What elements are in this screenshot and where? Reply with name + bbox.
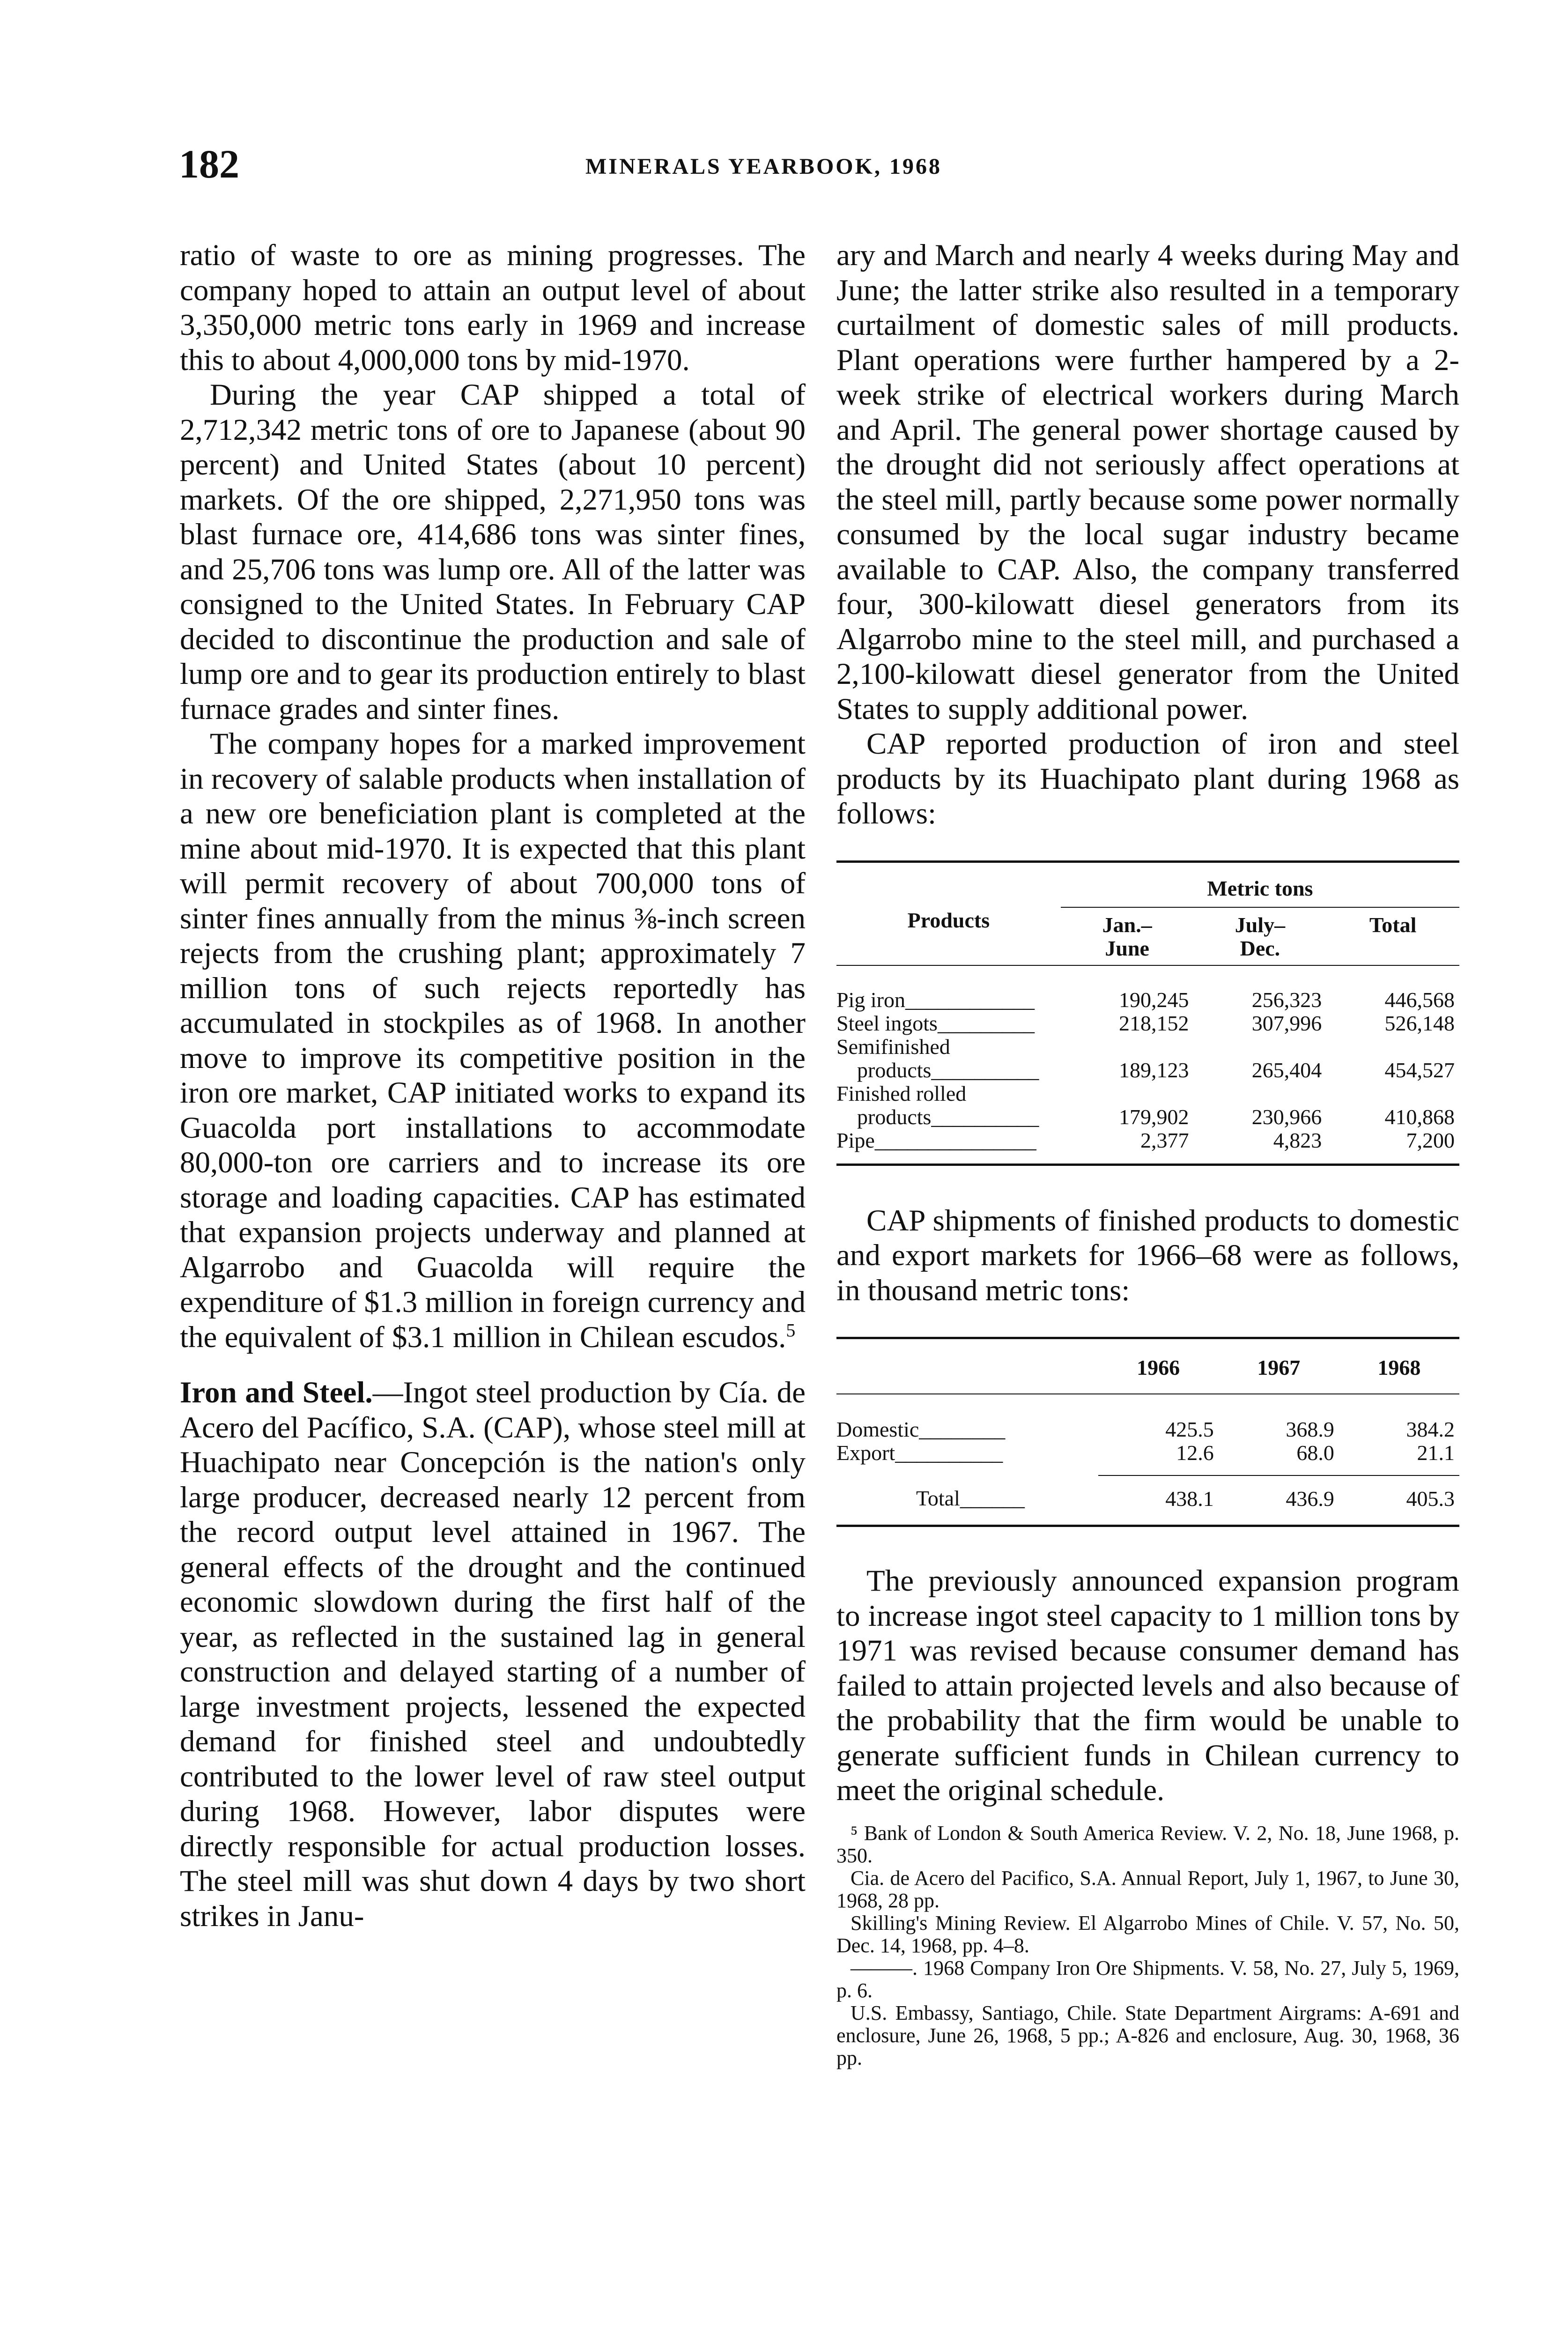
cell-1968: 21.1 — [1417, 1441, 1455, 1465]
table-row — [836, 1012, 1459, 1035]
cell-1966: 425.5 — [1165, 1417, 1214, 1441]
table-row — [836, 1082, 1459, 1105]
cell-1968: 384.2 — [1406, 1417, 1455, 1441]
cell-total: 454,527 — [1384, 1058, 1455, 1082]
paragraph: During the year CAP shipped a total of 2,712,342 metric tons of ore to Japanese (about 90 percent) and United States (about 10 percent) markets. Of the ore shipped, 2,271,950 tons was blast furnace ore, 414,686 tons was sinter fines, and 25,706 tons was lump ore. All of the latter was consigned to the United States. In February CAP decided to discontinue the production and sale of lump ore and to gear its production entirely to blast furnace grades and sinter fines. — [180, 378, 806, 726]
column-header-1968: 1968 — [1377, 1356, 1421, 1379]
table-row-total — [836, 1475, 1459, 1511]
cell-1966: 12.6 — [1176, 1441, 1214, 1465]
cell-jan-june: 179,902 — [1119, 1104, 1189, 1129]
cell-july-dec: 265,404 — [1251, 1058, 1322, 1082]
cell-jan-june: 189,123 — [1119, 1058, 1189, 1082]
cell-total: 526,148 — [1384, 1011, 1455, 1035]
column-header-1967: 1967 — [1257, 1356, 1301, 1379]
row-label-continued: products__________ — [857, 1104, 1039, 1129]
column-header-1966: 1966 — [1137, 1356, 1180, 1379]
footnote-reference: 5 — [786, 1319, 796, 1341]
footnote: Skilling's Mining Review. El Algarrobo Mines of Chile. V. 57, No. 50, Dec. 14, 1968, pp. 4–8. — [836, 1911, 1459, 1957]
cell-july-dec: 307,996 — [1251, 1011, 1322, 1035]
footnote: Cia. de Acero del Pacifico, S.A. Annual Report, July 1, 1967, to June 30, 1968, 28 pp. — [836, 1866, 1459, 1912]
paragraph: The previously announced expansion program to increase ingot steel capacity to 1 million tons by 1971 was revised because consumer demand has failed to attain projected levels and also because of the probability that the firm would be unable to generate sufficient funds in Chilean currency to meet the original schedule. — [836, 1564, 1459, 1807]
cell-1967: 68.0 — [1296, 1441, 1334, 1465]
production-table — [836, 860, 1459, 1166]
table-row — [836, 1035, 1459, 1059]
row-label: Pipe_______________ — [836, 1128, 1036, 1152]
footnote: ⁵ Bank of London & South America Review. V. 2, No. 18, June 1968, p. 350. — [836, 1821, 1459, 1867]
footnote: U.S. Embassy, Santiago, Chile. State Department Airgrams: A-691 and enclosure, June 26, 1968, 5 pp.; A-826 and enclosure, Aug. 30, 1968, 36 pp. — [836, 2001, 1459, 2069]
cell-jan-june: 218,152 — [1119, 1011, 1189, 1035]
column-header-july-dec: July– Dec. — [1235, 912, 1286, 960]
footnotes — [836, 1822, 1459, 2069]
cell-july-dec: 230,966 — [1251, 1104, 1322, 1129]
cell-july-dec: 256,323 — [1251, 987, 1322, 1012]
section-text: —Ingot steel production by Cía. de Acero del Pacífico, S.A. (CAP), whose steel mill at Huachipato near Concepción is the nation's only large producer, decreased nearly 12 percent from the record output level attained in 1967. The general effects of the drought and the continued economic slowdown during the first half of the year, as reflected in the sustained lag in general construction and delayed starting of a number of large investment projects, lessened the expected demand for finished steel and undoubtedly contributed to the lower level of raw steel output during 1968. However, labor disputes were directly responsible for actual production losses. The steel mill was shut down 4 days by two short strikes in Janu- — [180, 1376, 806, 1933]
left-column — [180, 238, 806, 1934]
cell-jan-june: 190,245 — [1119, 987, 1189, 1012]
cell-1966: 438.1 — [1165, 1487, 1214, 1511]
section-heading: Iron and Steel. — [180, 1376, 373, 1409]
cell-july-dec: 4,823 — [1273, 1128, 1322, 1152]
cell-total: 446,568 — [1384, 987, 1455, 1012]
table-row — [836, 1105, 1459, 1129]
row-label: Total______ — [916, 1486, 1025, 1510]
table-row — [836, 1441, 1459, 1465]
page-number: 182 — [179, 141, 239, 186]
footnote: ———. 1968 Company Iron Ore Shipments. V. 58, No. 27, July 5, 1969, p. 6. — [836, 1956, 1459, 2002]
row-label-continued: products__________ — [857, 1058, 1039, 1082]
cell-1967: 368.9 — [1286, 1417, 1334, 1441]
paragraph-text: The company hopes for a marked improvement in recovery of salable products when installation of a new ore beneficiation plant is completed at the mine about mid-1970. It is expected that this plant will permit recovery of about 700,000 tons of sinter fines annually from the minus ⅜-inch screen rejects from the crushing plant; approximately 7 million tons of such rejects reportedly has accumulated in stockpiles as of 1968. In another move to improve its competitive position in the iron ore market, CAP initiated works to expand its Guacolda port installations to accommodate 80,000-ton ore carriers and to increase its ore storage and loading capacities. CAP has estimated that expansion projects underway and planned at Algarrobo and Guacolda will require the expenditure of $1.3 million in foreign currency and the equivalent of $3.1 million in Chilean escudos. — [180, 727, 806, 1354]
column-group-header: Metric tons — [1061, 861, 1459, 907]
paragraph: ratio of waste to ore as mining progresses. The company hoped to attain an output level of about 3,350,000 metric tons early in 1969 and increase this to about 4,000,000 tons by mid-1970. — [180, 238, 806, 377]
right-column — [836, 238, 1459, 2069]
row-label: Steel ingots_________ — [836, 1011, 1035, 1035]
table-row — [836, 1059, 1459, 1082]
paragraph: CAP shipments of finished products to domestic and export markets for 1966–68 were as follows, in thousand metric tons: — [836, 1203, 1459, 1307]
row-label: Domestic________ — [836, 1417, 1006, 1441]
cell-total: 7,200 — [1406, 1128, 1455, 1152]
cell-1967: 436.9 — [1286, 1487, 1334, 1511]
row-label: Pig iron____________ — [836, 987, 1035, 1012]
row-label: Finished rolled — [836, 1081, 967, 1105]
paragraph: CAP reported production of iron and steel products by its Huachipato plant during 1968 as follows: — [836, 727, 1459, 830]
cell-total: 410,868 — [1384, 1104, 1455, 1129]
row-label: Export__________ — [836, 1441, 1003, 1465]
section-paragraph — [180, 1375, 806, 1934]
running-title: MINERALS YEARBOOK, 1968 — [585, 154, 942, 179]
paragraph — [180, 726, 806, 1355]
table-row — [836, 1418, 1459, 1441]
table-row — [836, 1129, 1459, 1152]
shipments-table — [836, 1337, 1459, 1527]
paragraph: ary and March and nearly 4 weeks during May and June; the latter strike also resulted in a temporary curtailment of domestic sales of mill products. Plant operations were further hampered by a 2-week strike of electrical workers during March and April. The general power shortage caused by the drought did not seriously affect operations at the steel mill, partly because some power normally consumed by the local sugar industry became available to CAP. Also, the company transferred four, 300-kilowatt diesel generators from its Algarrobo mine to the steel mill, and purchased a 2,100-kilowatt diesel generator from the United States to supply additional power. — [836, 238, 1459, 726]
table-row — [836, 988, 1459, 1012]
cell-1968: 405.3 — [1406, 1487, 1455, 1511]
column-header-products: Products — [907, 908, 990, 932]
cell-jan-june: 2,377 — [1140, 1128, 1189, 1152]
column-header-jan-june: Jan.– June — [1102, 912, 1152, 960]
row-label: Semifinished — [836, 1034, 950, 1059]
column-header-total: Total — [1369, 912, 1417, 937]
